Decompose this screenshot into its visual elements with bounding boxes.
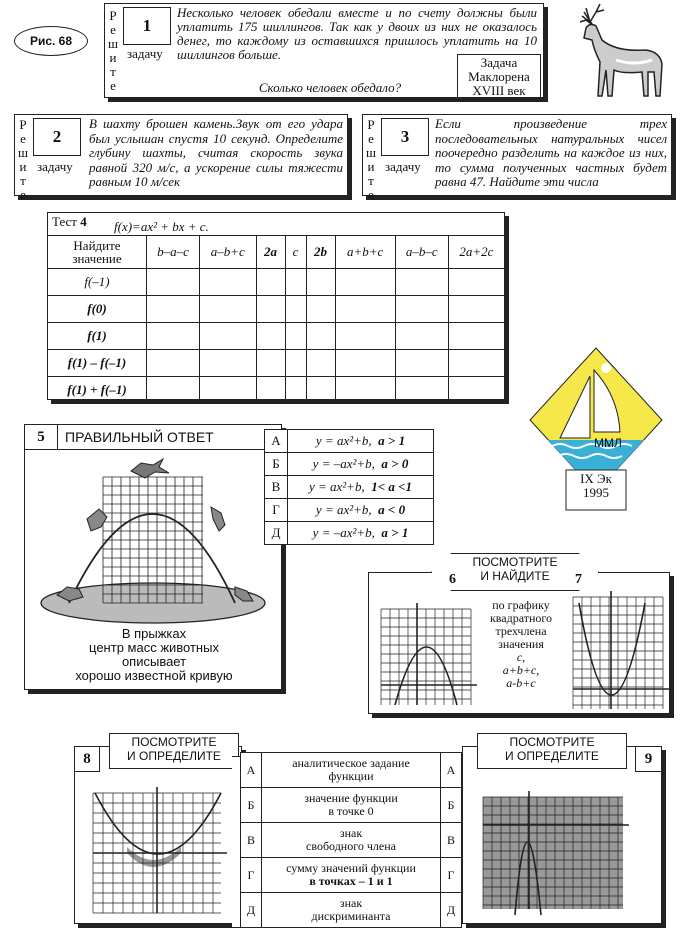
- test-4-header-row: [48, 236, 504, 269]
- criteria-letter-left: Д: [241, 893, 262, 928]
- criteria-text: значение функции в точке 0: [262, 788, 441, 823]
- panel-6-7: [368, 555, 670, 714]
- panel-5-number: 5: [24, 424, 58, 450]
- graph-8: [93, 789, 223, 913]
- panel-9-title: ПОСМОТРИТЕ И ОПРЕДЕЛИТЕ: [505, 735, 599, 763]
- test-4-cell[interactable]: [285, 377, 306, 404]
- panel-9-number: 9: [635, 746, 662, 772]
- panel-5-divider: [24, 449, 282, 450]
- test-4-cell[interactable]: [448, 377, 504, 404]
- test-4-row: [48, 377, 504, 404]
- test-4-cell[interactable]: [335, 269, 395, 296]
- test-4-row-label: f(1) + f(–1): [48, 377, 147, 404]
- mml-logo-caption: IX Эк 1995: [580, 471, 612, 500]
- criteria-letter-right: Д: [441, 893, 462, 928]
- panel-5-caption: В прыжках центр масс животных описывает хорошо известной кривую: [75, 626, 233, 683]
- problem-1-source: Задача Маклорена XVIII век: [457, 54, 541, 100]
- test-4-cell[interactable]: [306, 269, 335, 296]
- test-4-cell[interactable]: [306, 377, 335, 404]
- test-4-col: 2a+2c: [448, 236, 504, 269]
- panel-5-answers: [264, 429, 434, 545]
- test-4-row-label: f(1) – f(–1): [48, 350, 147, 377]
- task-label: задачу: [385, 159, 421, 174]
- criteria-row[interactable]: [241, 788, 462, 823]
- test-4-row-label: f(–1): [48, 269, 147, 296]
- criteria-letter-right: В: [441, 823, 462, 858]
- test-4-cell[interactable]: [199, 323, 256, 350]
- criteria-row[interactable]: [241, 893, 462, 928]
- answer-letter: В: [265, 476, 288, 499]
- test-4-cell[interactable]: [335, 323, 395, 350]
- deer-illustration: [556, 0, 676, 100]
- answer-letter: Д: [265, 522, 288, 545]
- test-4-cell[interactable]: [395, 323, 448, 350]
- test-4-col: 2a: [256, 236, 285, 269]
- test-4-cell[interactable]: [147, 377, 200, 404]
- test-4-row: [48, 269, 504, 296]
- test-4-cell[interactable]: [147, 296, 200, 323]
- test-4-cell[interactable]: [395, 350, 448, 377]
- criteria-letter-right: Г: [441, 858, 462, 893]
- panel-8: [74, 735, 242, 924]
- answer-formula: y = ax²+b, a < 0: [288, 499, 434, 522]
- solve-label: Решите: [105, 8, 121, 92]
- test-4-row-label: f(0): [48, 296, 147, 323]
- problem-3-text: Если произведение трех последовательных натуральных чисел поочередно разделить на каждое из них, то сумма полученных частных будет равна 47. Найдите эти числа: [435, 116, 667, 189]
- test-4-title: Тест 4: [52, 214, 87, 229]
- test-4-cell[interactable]: [199, 350, 256, 377]
- panel-5-title: ПРАВИЛЬНЫЙ ОТВЕТ: [65, 429, 214, 445]
- test-4-cell[interactable]: [395, 377, 448, 404]
- test-4-cell[interactable]: [199, 296, 256, 323]
- answer-letter: Б: [265, 453, 288, 476]
- test-4-cell[interactable]: [285, 323, 306, 350]
- graph-6: [381, 609, 471, 705]
- panel-6-7-description: по графику квадратного трехчлена значения c, a+b+c, a-b+c: [489, 598, 553, 690]
- criteria-text: знак дискриминанта: [262, 893, 441, 928]
- test-4-cell[interactable]: [335, 350, 395, 377]
- answer-formula: y = –ax²+b, a > 1: [288, 522, 434, 545]
- test-4-card: [47, 212, 505, 400]
- criteria-letter-right: Б: [441, 788, 462, 823]
- graph-9: [483, 789, 623, 915]
- test-4-row: [48, 323, 504, 350]
- answer-formula: y = ax²+b, a > 1: [288, 430, 434, 453]
- panel-8-title: ПОСМОТРИТЕ И ОПРЕДЕЛИТЕ: [127, 735, 221, 763]
- criteria-letter-left: Г: [241, 858, 262, 893]
- criteria-letter-left: В: [241, 823, 262, 858]
- test-4-table: [48, 235, 504, 403]
- test-4-cell[interactable]: [306, 323, 335, 350]
- criteria-text: сумму значений функции в точках – 1 и 1: [262, 858, 441, 893]
- test-4-cell[interactable]: [256, 296, 285, 323]
- test-4-row: [48, 350, 504, 377]
- test-4-cell[interactable]: [285, 269, 306, 296]
- criteria-text: знак свободного члена: [262, 823, 441, 858]
- panel-9: [462, 735, 662, 924]
- criteria-letter-left: Б: [241, 788, 262, 823]
- solve-label: Решите: [15, 117, 31, 201]
- test-4-cell[interactable]: [147, 269, 200, 296]
- panel-7-number: 7: [575, 572, 582, 587]
- problem-2-number: 2: [33, 118, 81, 156]
- problem-3-card: [362, 114, 672, 201]
- test-4-row: [48, 296, 504, 323]
- test-4-cell[interactable]: [448, 296, 504, 323]
- test-4-cell[interactable]: [395, 296, 448, 323]
- criteria-letter-left: А: [241, 753, 262, 788]
- answer-formula: y = ax²+b, 1< a <1: [288, 476, 434, 499]
- figure-label: Рис. 68: [14, 26, 88, 56]
- answer-row[interactable]: [265, 476, 434, 499]
- test-4-cell[interactable]: [256, 269, 285, 296]
- test-4-col: c: [285, 236, 306, 269]
- test-4-row-label: f(1): [48, 323, 147, 350]
- solve-label: Решите: [363, 117, 379, 201]
- criteria-table: [240, 752, 462, 928]
- answer-row[interactable]: [265, 430, 434, 453]
- test-4-cell[interactable]: [199, 377, 256, 404]
- answer-formula: y = –ax²+b, a > 0: [288, 453, 434, 476]
- test-4-col: a–b–c: [395, 236, 448, 269]
- criteria-row[interactable]: [241, 823, 462, 858]
- jump-illustration: [35, 455, 271, 625]
- criteria-row[interactable]: [241, 753, 462, 788]
- criteria-letter-right: А: [441, 753, 462, 788]
- test-4-cell[interactable]: [335, 296, 395, 323]
- panel-5: [24, 424, 282, 690]
- task-label: задачу: [127, 46, 163, 61]
- problem-1-card: [104, 3, 544, 98]
- test-4-cell[interactable]: [306, 350, 335, 377]
- test-4-cell[interactable]: [256, 350, 285, 377]
- graph-7: [573, 597, 663, 709]
- problem-2-card: [14, 114, 348, 201]
- test-4-col: a+b+c: [335, 236, 395, 269]
- test-4-cell[interactable]: [256, 377, 285, 404]
- test-4-cell[interactable]: [285, 350, 306, 377]
- test-4-cell[interactable]: [448, 350, 504, 377]
- criteria-text: аналитическое задание функции: [262, 753, 441, 788]
- test-4-cell[interactable]: [147, 350, 200, 377]
- test-4-cell[interactable]: [256, 323, 285, 350]
- criteria-row[interactable]: [241, 858, 462, 893]
- answer-row[interactable]: [265, 522, 434, 545]
- problem-2-text: В шахту брошен камень.Звук от его удара был услышан спустя 10 секунд. Определите глубину шахты, считая скорость звука равной 320 м/с, а ускорение силы тяжести равным 10 м/сек: [89, 116, 343, 189]
- problem-1-question: Сколько человек обедало?: [258, 80, 402, 95]
- problem-1-text: Несколько человек обедали вместе и по счету должны были уплатить 175 шиллингов. Так как у двоих из них не оказалось денег, то каждому из оставшихся пришлось уплатить на 10 шиллингов больше.: [177, 5, 537, 62]
- test-4-cell[interactable]: [448, 269, 504, 296]
- test-4-col: 2b: [306, 236, 335, 269]
- answer-letter: А: [265, 430, 288, 453]
- answer-row[interactable]: [265, 453, 434, 476]
- panel-6-number: 6: [449, 572, 456, 587]
- test-4-col: b–a–c: [147, 236, 200, 269]
- task-label: задачу: [37, 159, 73, 174]
- test-4-cell[interactable]: [335, 377, 395, 404]
- problem-1-number: 1: [123, 7, 171, 45]
- test-4-formula: f(x)=ax² + bx + c.: [114, 219, 209, 234]
- test-4-col: a–b+c: [199, 236, 256, 269]
- test-4-cell[interactable]: [147, 323, 200, 350]
- mml-logo-text: ММЛ: [594, 436, 622, 450]
- problem-3-number: 3: [381, 118, 429, 156]
- panel-6-7-title: ПОСМОТРИТЕ И НАЙДИТЕ: [472, 555, 558, 583]
- answer-row[interactable]: [265, 499, 434, 522]
- test-4-cell[interactable]: [306, 296, 335, 323]
- panel-8-number: 8: [74, 746, 100, 772]
- test-4-cell[interactable]: [199, 269, 256, 296]
- answer-letter: Г: [265, 499, 288, 522]
- test-4-cell[interactable]: [285, 296, 306, 323]
- test-4-corner: Найдите значение: [48, 236, 147, 269]
- test-4-cell[interactable]: [395, 269, 448, 296]
- test-4-cell[interactable]: [448, 323, 504, 350]
